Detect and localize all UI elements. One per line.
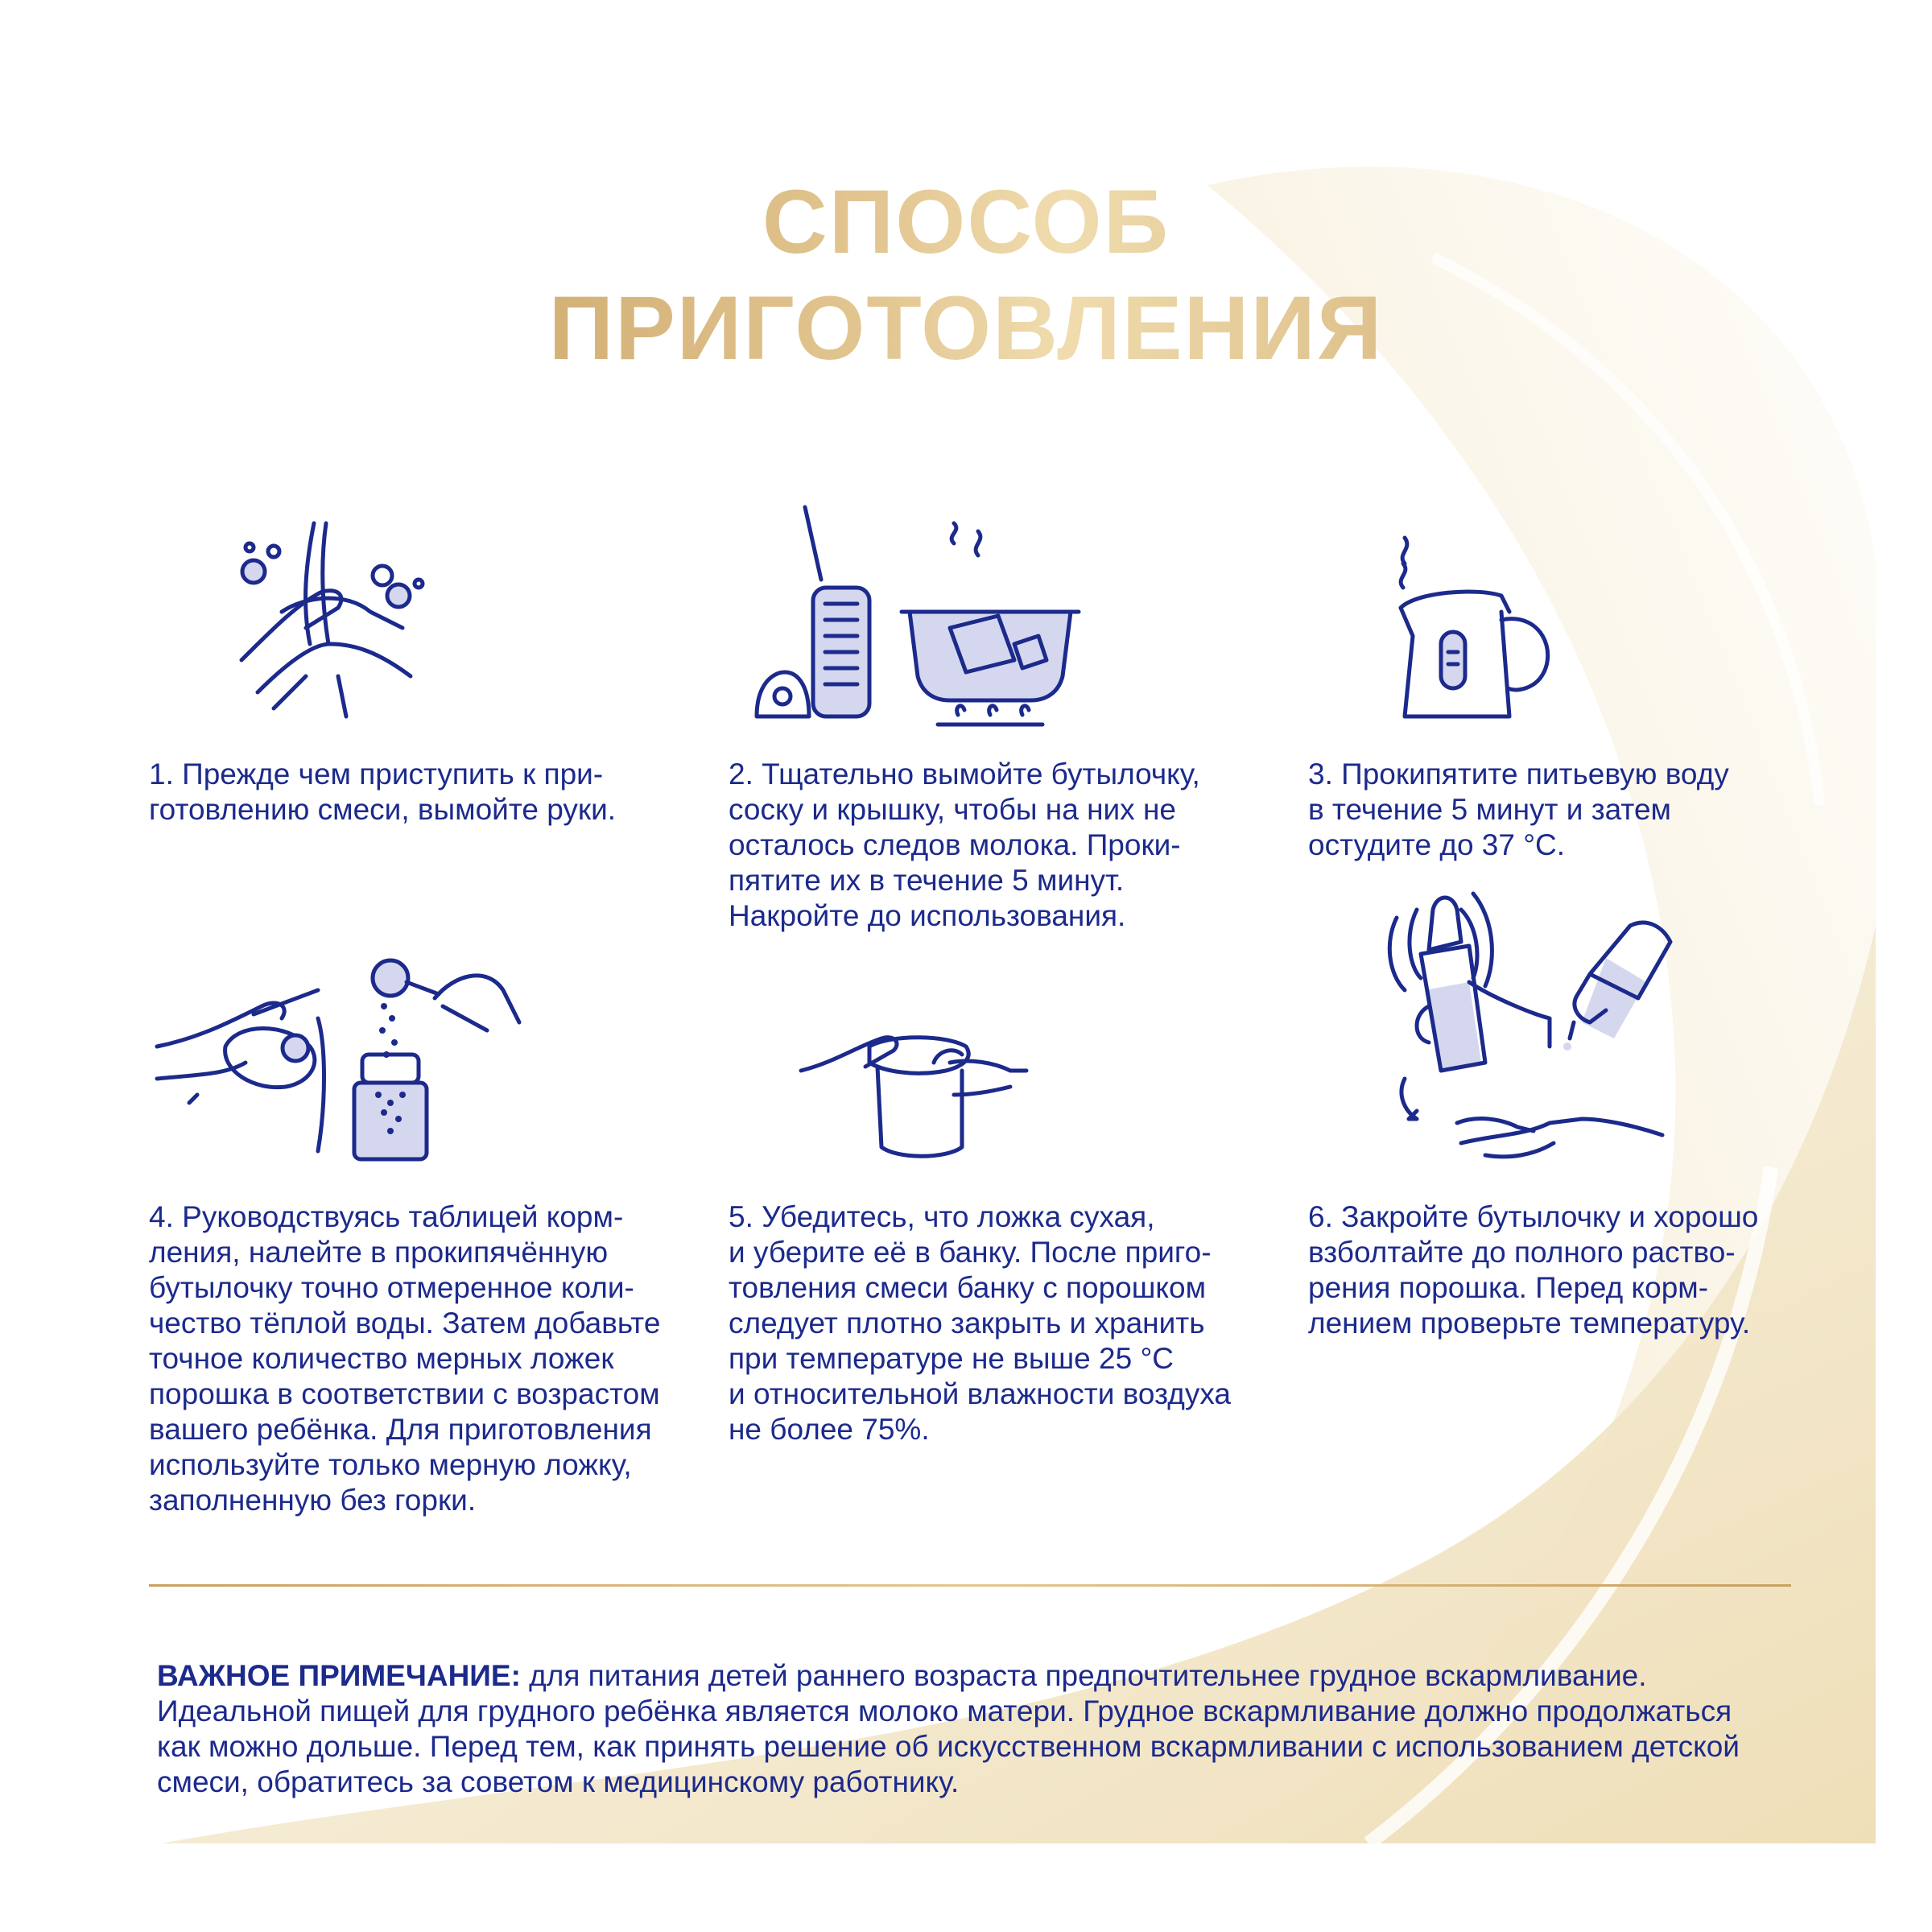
step-4-text: 4. Руководствуясь таблицей корм- ления, налейте в прокипячённую бутылочку точно отмеренное коли- чество тёплой воды. Затем добавьте точное количество мерных ложек порошка в соответствии с возрастом вашего ребёнка. Для приготовления используйте только мерную ложку, заполненную без горки. xyxy=(149,1200,661,1517)
step-6-text: 6. Закройте бутылочку и хорошо взболтайте до полного раство- рения порошка. Перед корм- лением проверьте температуру. xyxy=(1308,1200,1759,1340)
important-note-label: ВАЖНОЕ ПРИМЕЧАНИЕ: xyxy=(157,1659,521,1692)
step-6 xyxy=(1308,877,1807,1377)
step-5-text: 5. Убедитесь, что ложка сухая, и уберите её в банку. После приго- товления смеси банку с порошком следует плотно закрыть и хранить при температуре не выше 25 °C и относительной влажности воздуха не более 75%. xyxy=(729,1200,1231,1446)
important-note xyxy=(157,1658,1783,1800)
step-1 xyxy=(149,499,664,853)
step-4 xyxy=(149,926,680,1517)
hands-washing-icon xyxy=(225,515,435,724)
step-5 xyxy=(729,926,1244,1446)
shaking-bottle-temperature-check-icon xyxy=(1373,877,1727,1183)
title-line-2: ПРИГОТОВЛЕНИЯ xyxy=(548,278,1384,378)
page-title xyxy=(0,169,1932,382)
step-3 xyxy=(1308,499,1791,861)
step-2 xyxy=(729,499,1228,950)
closing-can-icon xyxy=(793,1014,1034,1175)
step-3-text: 3. Прокипятите питьевую воду в течение 5 минут и затем остудите до 37 °C. xyxy=(1308,758,1729,861)
step-2-text: 2. Тщательно вымойте бутылочку, соску и крышку, чтобы на них не осталось следов молока. Проки- пятите их в течение 5 минут. Накройте до использования. xyxy=(729,758,1200,932)
measuring-spoon-bottle-icon xyxy=(149,942,535,1167)
title-line-1: СПОСОБ xyxy=(762,171,1170,272)
step-1-text: 1. Прежде чем приступить к при- готовлению смеси, вымойте руки. xyxy=(149,758,617,826)
kettle-icon xyxy=(1381,531,1558,733)
important-note-text: для питания детей раннего возраста предпочтительнее грудное вскармливание. Идеальной пищей для грудного ребёнка является молоко матери. Грудное вскармливание должно продолжаться как можно дольше. Перед тем, как принять решение об искусственном вскармливании с использованием детской смеси, обратитесь за советом к медицинскому работнику. xyxy=(157,1659,1740,1798)
section-divider xyxy=(149,1584,1791,1587)
bottle-brush-boiling-pot-icon xyxy=(749,499,1087,733)
